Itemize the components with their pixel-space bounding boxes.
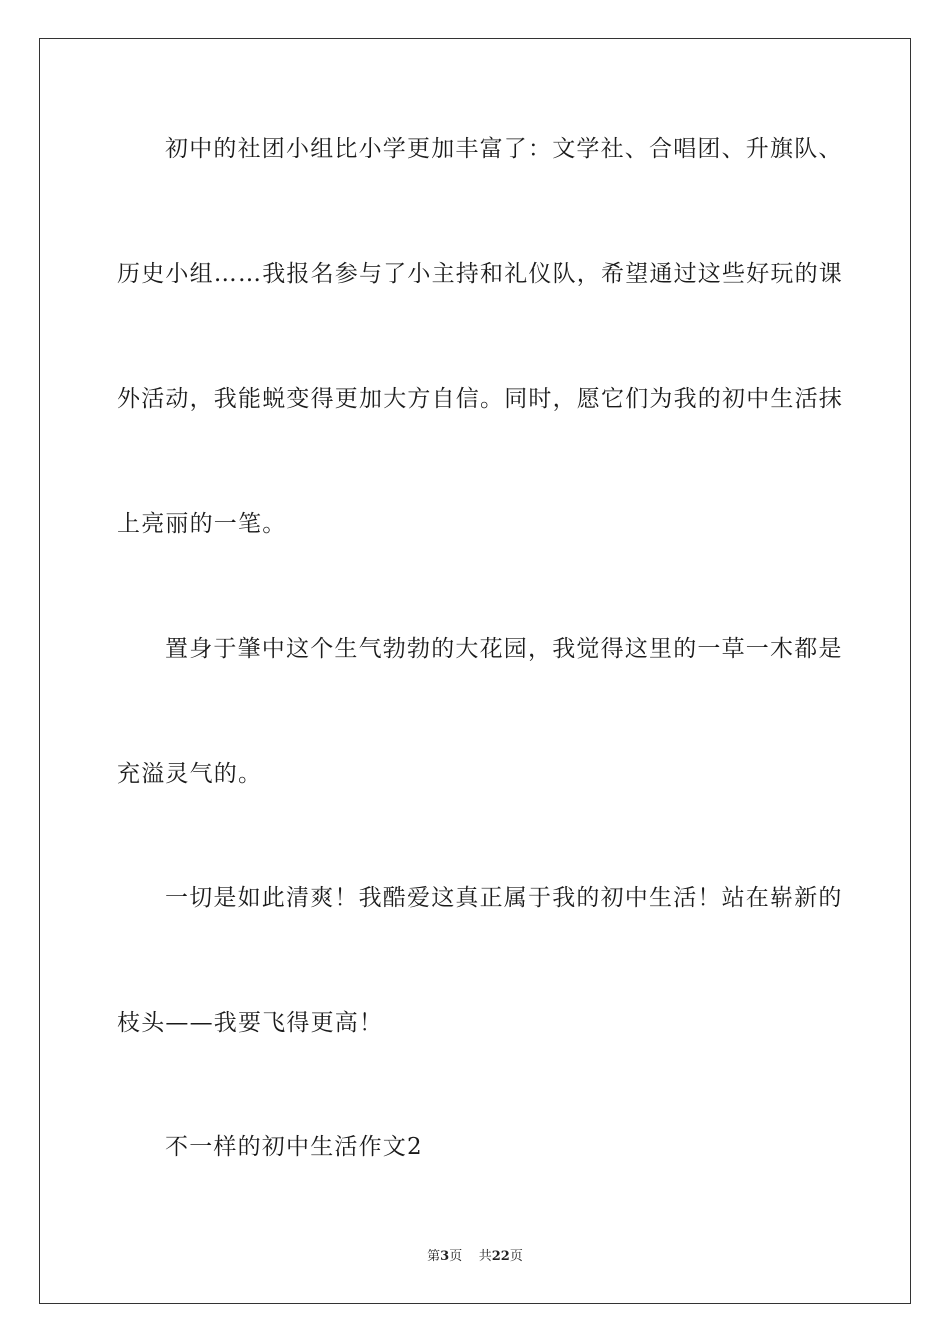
page-border [39, 38, 911, 1304]
paragraph-2-line-2: 充溢灵气的。 [117, 761, 263, 787]
section-heading: 不一样的初中生活作文2 [165, 1134, 423, 1160]
paragraph-2-line-1: 置身于肇中这个生气勃勃的大花园，我觉得这里的一草一木都是 [165, 636, 843, 662]
footer-page-prefix: 第 [427, 1249, 441, 1264]
paragraph-1-line-1: 初中的社团小组比小学更加丰富了：文学社、合唱团、升旗队、 [165, 136, 843, 162]
paragraph-1-line-3: 外活动，我能蜕变得更加大方自信。同时，愿它们为我的初中生活抹 [117, 386, 843, 412]
paragraph-1-line-2: 历史小组……我报名参与了小主持和礼仪队，希望通过这些好玩的课 [117, 261, 843, 287]
paragraph-3-line-1: 一切是如此清爽！我酷爱这真正属于我的初中生活！站在崭新的 [165, 885, 843, 911]
footer-total-suffix: 页 [509, 1249, 523, 1264]
footer-total-prefix: 共 [478, 1249, 492, 1264]
footer-page-suffix: 页 [449, 1249, 463, 1264]
footer-total-pages: 22 [491, 1249, 510, 1264]
footer-page-number: 3 [440, 1249, 450, 1264]
paragraph-3-line-2: 枝头——我要飞得更高！ [117, 1010, 384, 1036]
paragraph-1-line-4: 上亮丽的一笔。 [117, 511, 287, 537]
page-footer [0, 1248, 950, 1266]
